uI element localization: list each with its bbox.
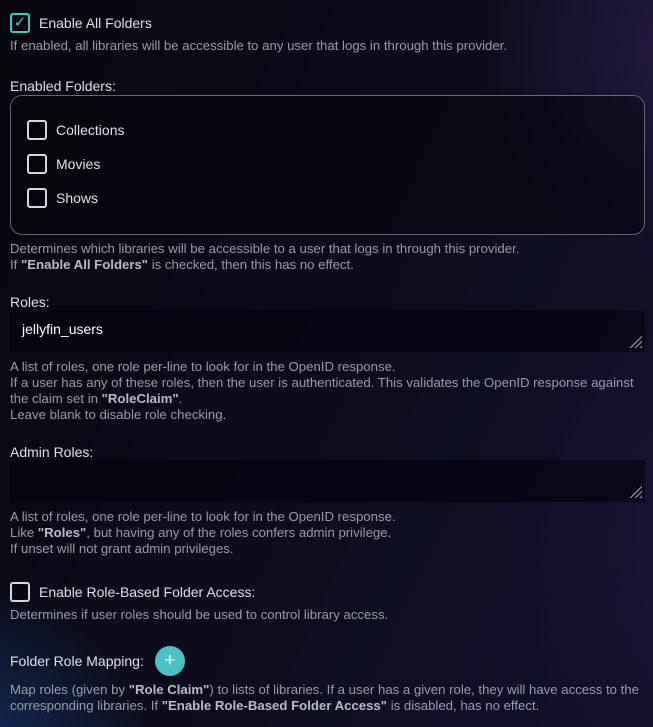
admin-roles-description-line3: If unset will not grant admin privileges.	[10, 541, 234, 556]
roles-label: Roles:	[10, 294, 50, 310]
admin-roles-description	[10, 509, 642, 557]
role-based-folder-access-description: Determines if user roles should be used to control library access.	[10, 607, 389, 622]
enable-all-folders-description: If enabled, all libraries will be accessible to any user that logs in through this provider.	[10, 38, 507, 53]
folder-checkbox-row-shows[interactable]	[27, 188, 628, 208]
roles-description-line1: A list of roles, one role per-line to look for in the OpenID response.	[10, 359, 396, 374]
enabled-folders-box	[10, 95, 645, 235]
roles-description-line2: If a user has any of these roles, then the user is authenticated. This validates the OpenID response against the claim set in "RoleClaim".	[10, 375, 634, 406]
checkmark-icon: ✓	[13, 13, 27, 31]
collections-label: Collections	[56, 122, 125, 138]
role-based-folder-access-label: Enable Role-Based Folder Access:	[39, 584, 256, 600]
admin-roles-textarea-wrap	[10, 460, 645, 502]
folder-checkbox-row-collections[interactable]	[27, 120, 628, 140]
enabled-folders-label: Enabled Folders:	[10, 78, 116, 94]
admin-roles-description-line1: A list of roles, one role per-line to look for in the OpenID response.	[10, 509, 396, 524]
shows-label: Shows	[56, 190, 99, 206]
enable-all-folders-section	[10, 13, 645, 54]
enable-all-folders-label: Enable All Folders	[39, 15, 152, 31]
folder-checkbox-row-movies[interactable]	[27, 154, 628, 174]
enabled-folders-description-line1: Determines which libraries will be accessible to a user that logs in through this provider.	[10, 241, 520, 256]
collections-checkbox[interactable]	[27, 120, 47, 140]
role-based-folder-access-checkbox[interactable]	[10, 582, 30, 602]
shows-checkbox[interactable]	[27, 188, 47, 208]
folder-role-mapping-description: Map roles (given by "Role Claim") to lists of libraries. If a user has a given role, they will have access to the corresponding libraries. If "Enable Role-Based Folder Access" is disabled, has no effect.	[10, 682, 639, 713]
roles-input[interactable]	[10, 310, 645, 352]
folder-role-mapping-label: Folder Role Mapping:	[10, 653, 144, 669]
roles-description	[10, 359, 642, 423]
admin-roles-label: Admin Roles:	[10, 444, 94, 460]
admin-roles-description-line2: Like "Roles", but having any of the roles confers admin privilege.	[10, 525, 392, 540]
role-based-folder-access-field[interactable]	[10, 582, 645, 602]
role-based-folder-access-section	[10, 582, 645, 623]
enabled-folders-description	[10, 241, 642, 273]
roles-description-line3: Leave blank to disable role checking.	[10, 407, 227, 422]
add-folder-role-mapping-button[interactable]	[155, 646, 185, 676]
roles-textarea-wrap	[10, 310, 645, 352]
enabled-folders-description-line2: If "Enable All Folders" is checked, then this has no effect.	[10, 257, 354, 272]
plus-icon: +	[164, 649, 176, 671]
enable-all-folders-field[interactable]	[10, 13, 645, 33]
admin-roles-input[interactable]	[10, 460, 645, 502]
movies-label: Movies	[56, 156, 101, 172]
folder-role-mapping-row	[10, 646, 645, 676]
movies-checkbox[interactable]	[27, 154, 47, 174]
enable-all-folders-checkbox[interactable]	[10, 13, 30, 33]
